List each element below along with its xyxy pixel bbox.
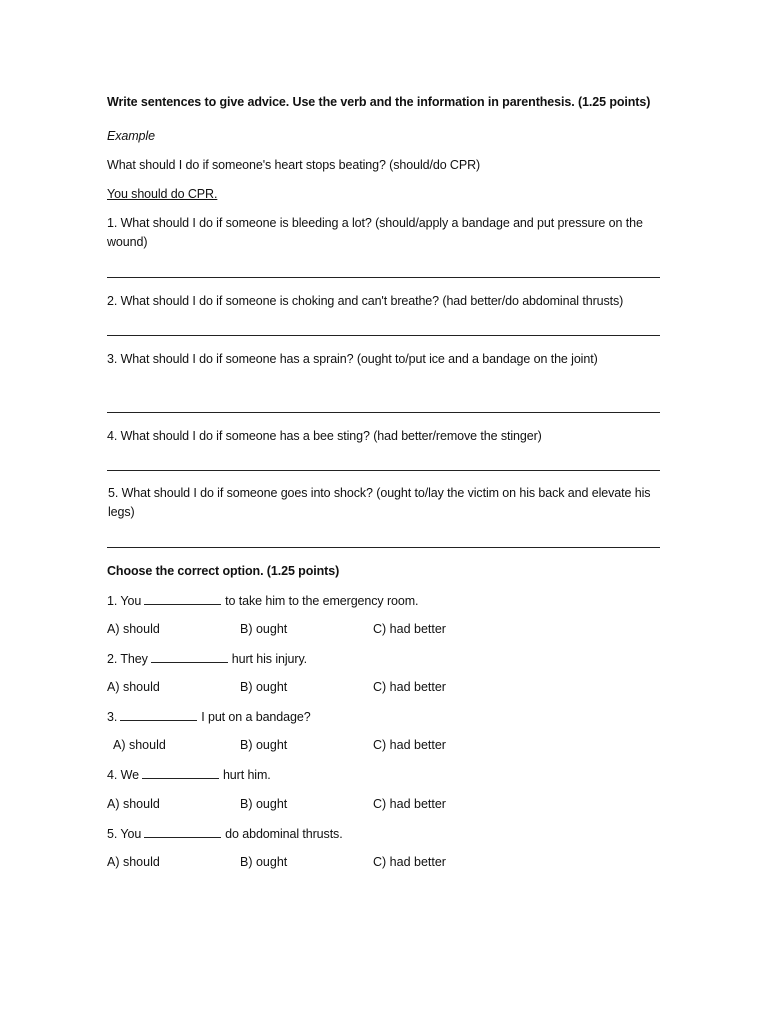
mc-5-option-a[interactable]: A) should xyxy=(107,855,160,869)
example-label: Example xyxy=(107,129,155,143)
mc-sentence-4 xyxy=(107,766,271,783)
mc-4-option-c[interactable]: C) had better xyxy=(373,797,446,811)
part1-heading: Write sentences to give advice. Use the verb and the information in parenthesis. (1.25 points) xyxy=(107,95,651,109)
example-answer: You should do CPR. xyxy=(107,187,218,201)
answer-line-1[interactable] xyxy=(107,277,660,278)
mc-2-option-b[interactable]: B) ought xyxy=(240,680,288,694)
part2-heading: Choose the correct option. (1.25 points) xyxy=(107,564,340,578)
mc-blank[interactable] xyxy=(144,825,221,838)
mc-blank[interactable] xyxy=(120,708,197,721)
mc-sentence-end: I put on a bandage? xyxy=(201,710,311,724)
mc-3-option-a[interactable]: A) should xyxy=(113,738,166,752)
question-3: 3. What should I do if someone has a sprain? (ought to/put ice and a bandage on the joint) xyxy=(107,352,598,366)
answer-line-2[interactable] xyxy=(107,335,660,336)
mc-4-option-b[interactable]: B) ought xyxy=(240,797,288,811)
mc-sentence-start: 4. We xyxy=(107,768,139,782)
mc-sentence-end: hurt his injury. xyxy=(231,652,308,666)
mc-blank[interactable] xyxy=(151,650,228,663)
question-2: 2. What should I do if someone is choking and can't breathe? (had better/do abdominal thrusts) xyxy=(107,294,624,308)
mc-sentence-5 xyxy=(107,825,343,842)
example-question: What should I do if someone's heart stops beating? (should/do CPR) xyxy=(107,158,481,172)
mc-sentence-end: to take him to the emergency room. xyxy=(225,594,419,608)
mc-sentence-start: 5. You xyxy=(107,827,142,841)
mc-3-option-b[interactable]: B) ought xyxy=(240,738,288,752)
mc-blank[interactable] xyxy=(144,592,221,605)
mc-sentence-start: 2. They xyxy=(107,652,148,666)
question-1: 1. What should I do if someone is bleeding a lot? (should/apply a bandage and put pressure on the wound) xyxy=(107,216,643,249)
mc-2-option-a[interactable]: A) should xyxy=(107,680,160,694)
mc-sentence-end: hurt him. xyxy=(222,768,271,782)
question-5: 5. What should I do if someone goes into shock? (ought to/lay the victim on his back and elevate his legs) xyxy=(108,486,651,519)
mc-blank[interactable] xyxy=(142,766,219,779)
mc-sentence-start: 1. You xyxy=(107,594,142,608)
mc-3-option-c[interactable]: C) had better xyxy=(373,738,446,752)
mc-1-option-a[interactable]: A) should xyxy=(107,622,160,636)
answer-line-3[interactable] xyxy=(107,412,660,413)
mc-sentence-2 xyxy=(107,650,307,667)
mc-5-option-c[interactable]: C) had better xyxy=(373,855,446,869)
mc-sentence-1 xyxy=(107,592,418,609)
mc-1-option-b[interactable]: B) ought xyxy=(240,622,288,636)
question-4: 4. What should I do if someone has a bee sting? (had better/remove the stinger) xyxy=(107,429,542,443)
mc-1-option-c[interactable]: C) had better xyxy=(373,622,446,636)
answer-line-5[interactable] xyxy=(107,547,660,548)
mc-sentence-end: do abdominal thrusts. xyxy=(225,827,343,841)
mc-sentence-3 xyxy=(107,708,311,725)
answer-line-4[interactable] xyxy=(107,470,660,471)
mc-2-option-c[interactable]: C) had better xyxy=(373,680,446,694)
mc-5-option-b[interactable]: B) ought xyxy=(240,855,288,869)
mc-sentence-start: 3. xyxy=(107,710,118,724)
mc-4-option-a[interactable]: A) should xyxy=(107,797,160,811)
